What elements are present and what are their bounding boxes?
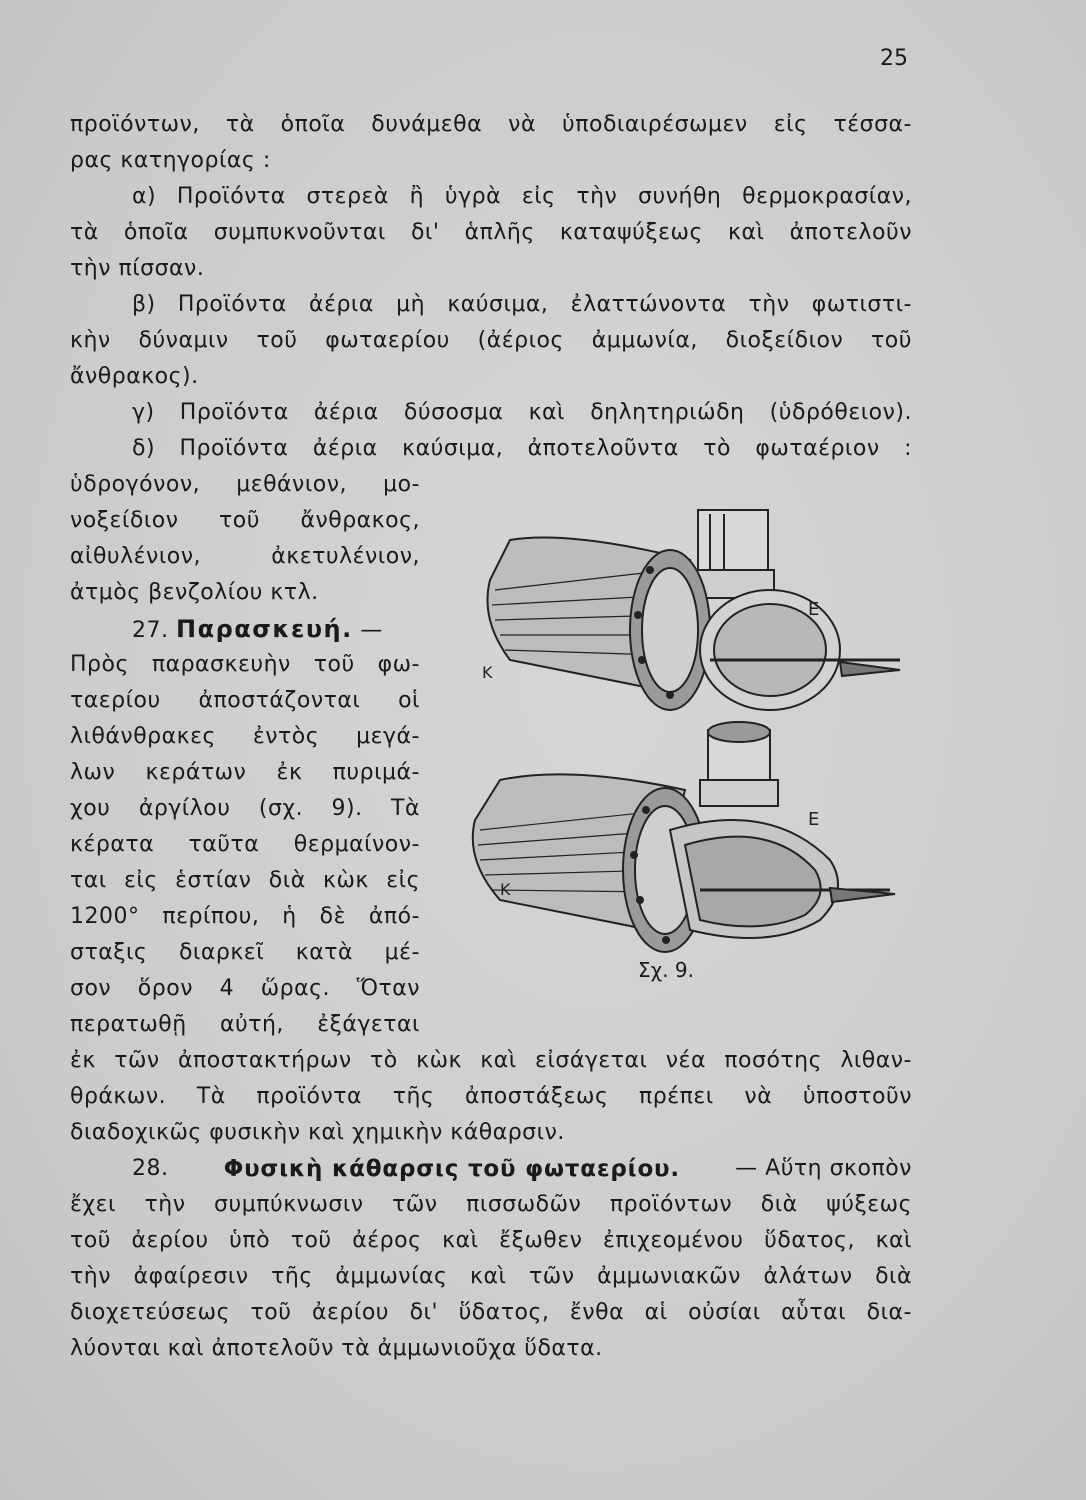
text-line: αἰθυλένιον, ἀκετυλένιον, bbox=[70, 544, 420, 569]
page-number: 25 bbox=[880, 46, 908, 71]
text-line: ἐκ τῶν ἀποστακτήρων τὸ κὼκ καὶ εἰσάγεται νέα ποσότης λιθαν- bbox=[70, 1048, 912, 1073]
section-rest: — Αὕτη σκοπὸν bbox=[735, 1156, 912, 1181]
text-line: ται εἰς ἑστίαν διὰ κὼκ εἰς bbox=[70, 868, 420, 893]
text-line: περατωθῇ αὐτή, ἐξάγεται bbox=[70, 1012, 420, 1037]
text-line: χου ἀργίλου (σχ. 9). Τὰ bbox=[70, 796, 420, 821]
text-line: σον ὅρον 4 ὥρας. Ὅταν bbox=[70, 976, 420, 1001]
text-line: 1200° περίπου, ἡ δὲ ἀπό- bbox=[70, 904, 420, 929]
text-line: κέρατα ταῦτα θερμαίνον- bbox=[70, 832, 420, 857]
text-line: γ) Προϊόντα ἀέρια δύσοσμα καὶ δηλητηριώδη (ὑδρόθειον). bbox=[132, 400, 912, 425]
text-line: ἄνθρακος). bbox=[70, 364, 199, 389]
label-e-upper: Ε bbox=[808, 599, 820, 620]
section-title: Παρασκευή. bbox=[176, 615, 353, 643]
section-title: Φυσικὴ κάθαρσις τοῦ φωταερίου. bbox=[223, 1156, 680, 1182]
label-k-lower: Κ bbox=[500, 880, 511, 899]
section-dash: — bbox=[360, 618, 383, 643]
text-line: λων κεράτων ἐκ πυριμά- bbox=[70, 760, 420, 785]
text-line: ὑδρογόνον, μεθάνιον, μο- bbox=[70, 472, 420, 497]
text-line: τὰ ὁποῖα συμπυκνοῦνται δι' ἁπλῆς καταψύξεως καὶ ἀποτελοῦν bbox=[70, 220, 912, 245]
figure-caption: Σχ. 9. bbox=[638, 958, 694, 982]
text-line: λιθάνθρακες ἐντὸς μεγά- bbox=[70, 724, 420, 749]
text-line: ρας κατηγορίας : bbox=[70, 148, 271, 173]
text-line: διαδοχικῶς φυσικὴν καὶ χημικὴν κάθαρσιν. bbox=[70, 1120, 565, 1145]
text-line: ἀτμὸς βενζολίου κτλ. bbox=[70, 580, 319, 605]
text-line: κὴν δύναμιν τοῦ φωταερίου (ἀέριος ἀμμωνία, διοξείδιον τοῦ bbox=[70, 328, 912, 353]
text-line: τὴν ἀφαίρεσιν τῆς ἀμμωνίας καὶ τῶν ἀμμωνιακῶν ἀλάτων διὰ bbox=[70, 1264, 912, 1289]
text-line: ἔχει τὴν συμπύκνωσιν τῶν πισσωδῶν προϊόντων διὰ ψύξεως bbox=[70, 1192, 912, 1217]
text-line: νοξείδιον τοῦ ἄνθρακος, bbox=[70, 508, 420, 533]
text-line: α) Προϊόντα στερεὰ ἢ ὑγρὰ εἰς τὴν συνήθη θερμοκρασίαν, bbox=[132, 184, 912, 209]
figure-retorts bbox=[470, 500, 910, 1000]
section-number: 27. bbox=[132, 618, 169, 643]
text-line: Πρὸς παρασκευὴν τοῦ φω- bbox=[70, 652, 420, 677]
text-line: τὴν πίσσαν. bbox=[70, 256, 205, 281]
label-e-lower: Ε bbox=[808, 809, 820, 830]
text-line: διοχετεύσεως τοῦ ἀερίου δι' ὕδατος, ἔνθα αἱ οὐσίαι αὗται δια- bbox=[70, 1300, 912, 1325]
text-line: σταξις διαρκεῖ κατὰ μέ- bbox=[70, 940, 420, 965]
text-line: β) Προϊόντα ἀέρια μὴ καύσιμα, ἐλαττώνοντα τὴν φωτιστι- bbox=[132, 292, 912, 317]
text-line: ταερίου ἀποστάζονται οἱ bbox=[70, 688, 420, 713]
section-28-heading bbox=[132, 1154, 912, 1184]
section-number: 28. bbox=[132, 1156, 169, 1181]
label-k-upper: Κ bbox=[482, 663, 493, 682]
text-line: τοῦ ἀερίου ὑπὸ τοῦ ἀέρος καὶ ἔξωθεν ἐπιχεομένου ὕδατος, καὶ bbox=[70, 1228, 912, 1253]
text-line: θράκων. Τὰ προϊόντα τῆς ἀποστάξεως πρέπει νὰ ὑποστοῦν bbox=[70, 1084, 912, 1109]
text-line: προϊόντων, τὰ ὁποῖα δυνάμεθα νὰ ὑποδιαιρέσωμεν εἰς τέσσα- bbox=[70, 112, 912, 137]
text-line: λύονται καὶ ἀποτελοῦν τὰ ἀμμωνιοῦχα ὕδατα. bbox=[70, 1336, 603, 1361]
text-line: δ) Προϊόντα ἀέρια καύσιμα, ἀποτελοῦντα τὸ φωταέριον : bbox=[132, 436, 912, 461]
retort-illustration bbox=[470, 500, 910, 1000]
section-27-heading bbox=[132, 614, 383, 646]
